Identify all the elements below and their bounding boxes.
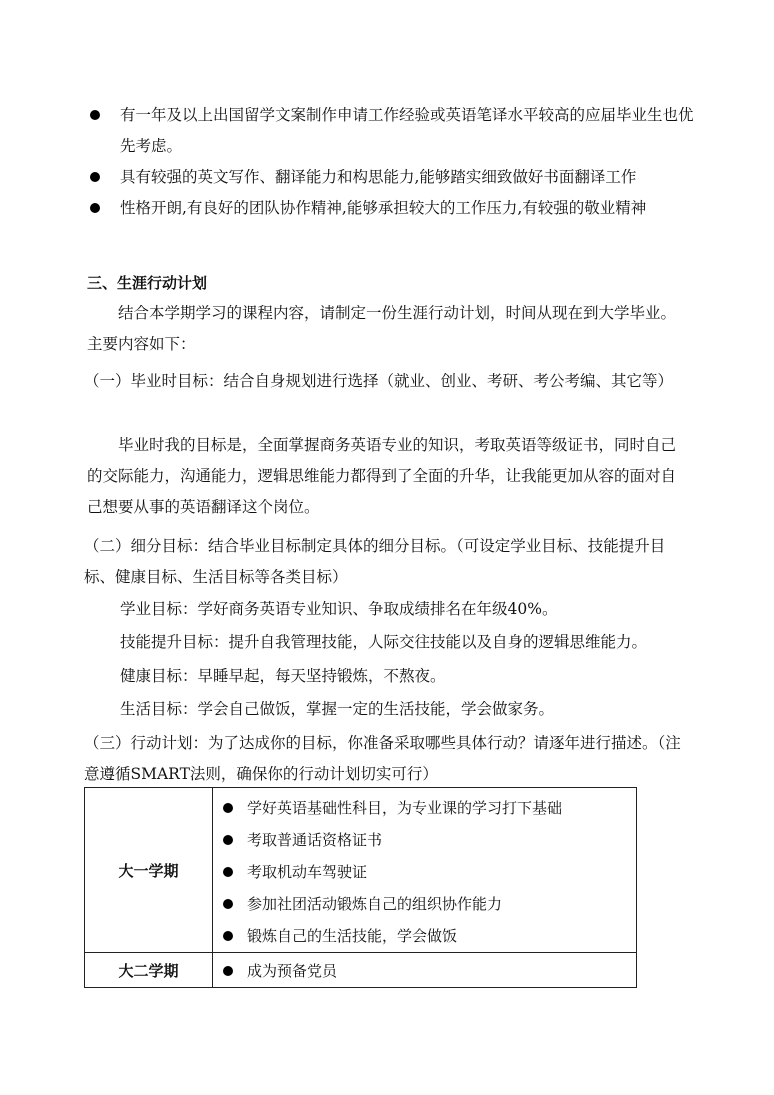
bullet-icon <box>223 931 233 941</box>
list-item <box>213 824 636 856</box>
sub-goals-heading: （二）细分目标：结合毕业目标制定具体的细分目标。（可设定学业目标、技能提升目标、健康目标、生活目标等各类目标） <box>84 537 666 586</box>
table-row <box>85 953 637 988</box>
requirement-item <box>84 162 704 193</box>
action-list <box>213 788 636 952</box>
requirement-text: 性格开朗,有良好的团队协作精神,能够承担较大的工作压力,有较强的敬业精神 <box>120 199 647 217</box>
intro-paragraph: 结合本学期学习的课程内容，请制定一份生涯行动计划，时间从现在到大学毕业。主要内容如下： <box>87 304 677 353</box>
action-text: 学好英语基础性科目，为专业课的学习打下基础 <box>247 799 563 817</box>
health-goal: 健康目标：早睡早起，每天坚持锻炼，不熬夜。 <box>120 667 446 685</box>
term-cell: 大二学期 <box>85 953 213 988</box>
requirements-list <box>84 100 704 224</box>
action-plan-table <box>84 787 637 988</box>
action-text: 成为预备党员 <box>247 962 338 980</box>
list-item <box>213 792 636 824</box>
graduation-goal-heading: （一）毕业时目标：结合自身规划进行选择（就业、创业、考研、考公考编、其它等） <box>84 372 674 390</box>
actions-cell <box>213 788 637 953</box>
list-item <box>213 920 636 952</box>
academic-goal: 学业目标：学好商务英语专业知识、争取成绩排名在年级40%。 <box>120 600 558 618</box>
table-row <box>85 788 637 953</box>
skill-goal: 技能提升目标：提升自我管理技能，人际交往技能以及自身的逻辑思维能力。 <box>120 633 648 651</box>
requirement-text: 有一年及以上出国留学文案制作申请工作经验或英语笔译水平较高的应届毕业生也优先考虑。 <box>120 106 694 155</box>
action-text: 考取普通话资格证书 <box>247 831 383 849</box>
action-text: 锻炼自己的生活技能，学会做饭 <box>247 927 458 945</box>
graduation-goal-paragraph: 毕业时我的目标是，全面掌握商务英语专业的知识，考取英语等级证书，同时自己的交际能力，沟通能力，逻辑思维能力都得到了全面的升华，让我能更加从容的面对自己想要从事的英语翻译这个岗位。 <box>87 436 677 516</box>
bullet-icon <box>223 966 233 976</box>
list-item <box>213 888 636 920</box>
section-title: 三、生涯行动计划 <box>87 274 208 292</box>
bullet-icon <box>90 203 100 213</box>
requirement-item <box>84 193 704 224</box>
bullet-icon <box>223 867 233 877</box>
bullet-icon <box>223 835 233 845</box>
actions-cell <box>213 953 637 988</box>
bullet-icon <box>223 899 233 909</box>
bullet-icon <box>223 803 233 813</box>
list-item <box>213 955 636 987</box>
list-item <box>213 856 636 888</box>
action-text: 参加社团活动锻炼自己的组织协作能力 <box>247 895 503 913</box>
bullet-icon <box>90 172 100 182</box>
requirement-text: 具有较强的英文写作、翻译能力和构思能力,能够踏实细致做好书面翻译工作 <box>120 168 637 186</box>
term-cell: 大一学期 <box>85 788 213 953</box>
bullet-icon <box>90 110 100 120</box>
life-goal: 生活目标：学会自己做饭，掌握一定的生活技能，学会做家务。 <box>120 700 555 718</box>
requirement-item <box>84 100 704 162</box>
action-plan-heading: （三）行动计划：为了达成你的目标，你准备采取哪些具体行动？请逐年进行描述。（注意遵循SMART法则，确保你的行动计划切实可行） <box>84 734 681 783</box>
action-text: 考取机动车驾驶证 <box>247 863 368 881</box>
action-list <box>213 953 636 987</box>
